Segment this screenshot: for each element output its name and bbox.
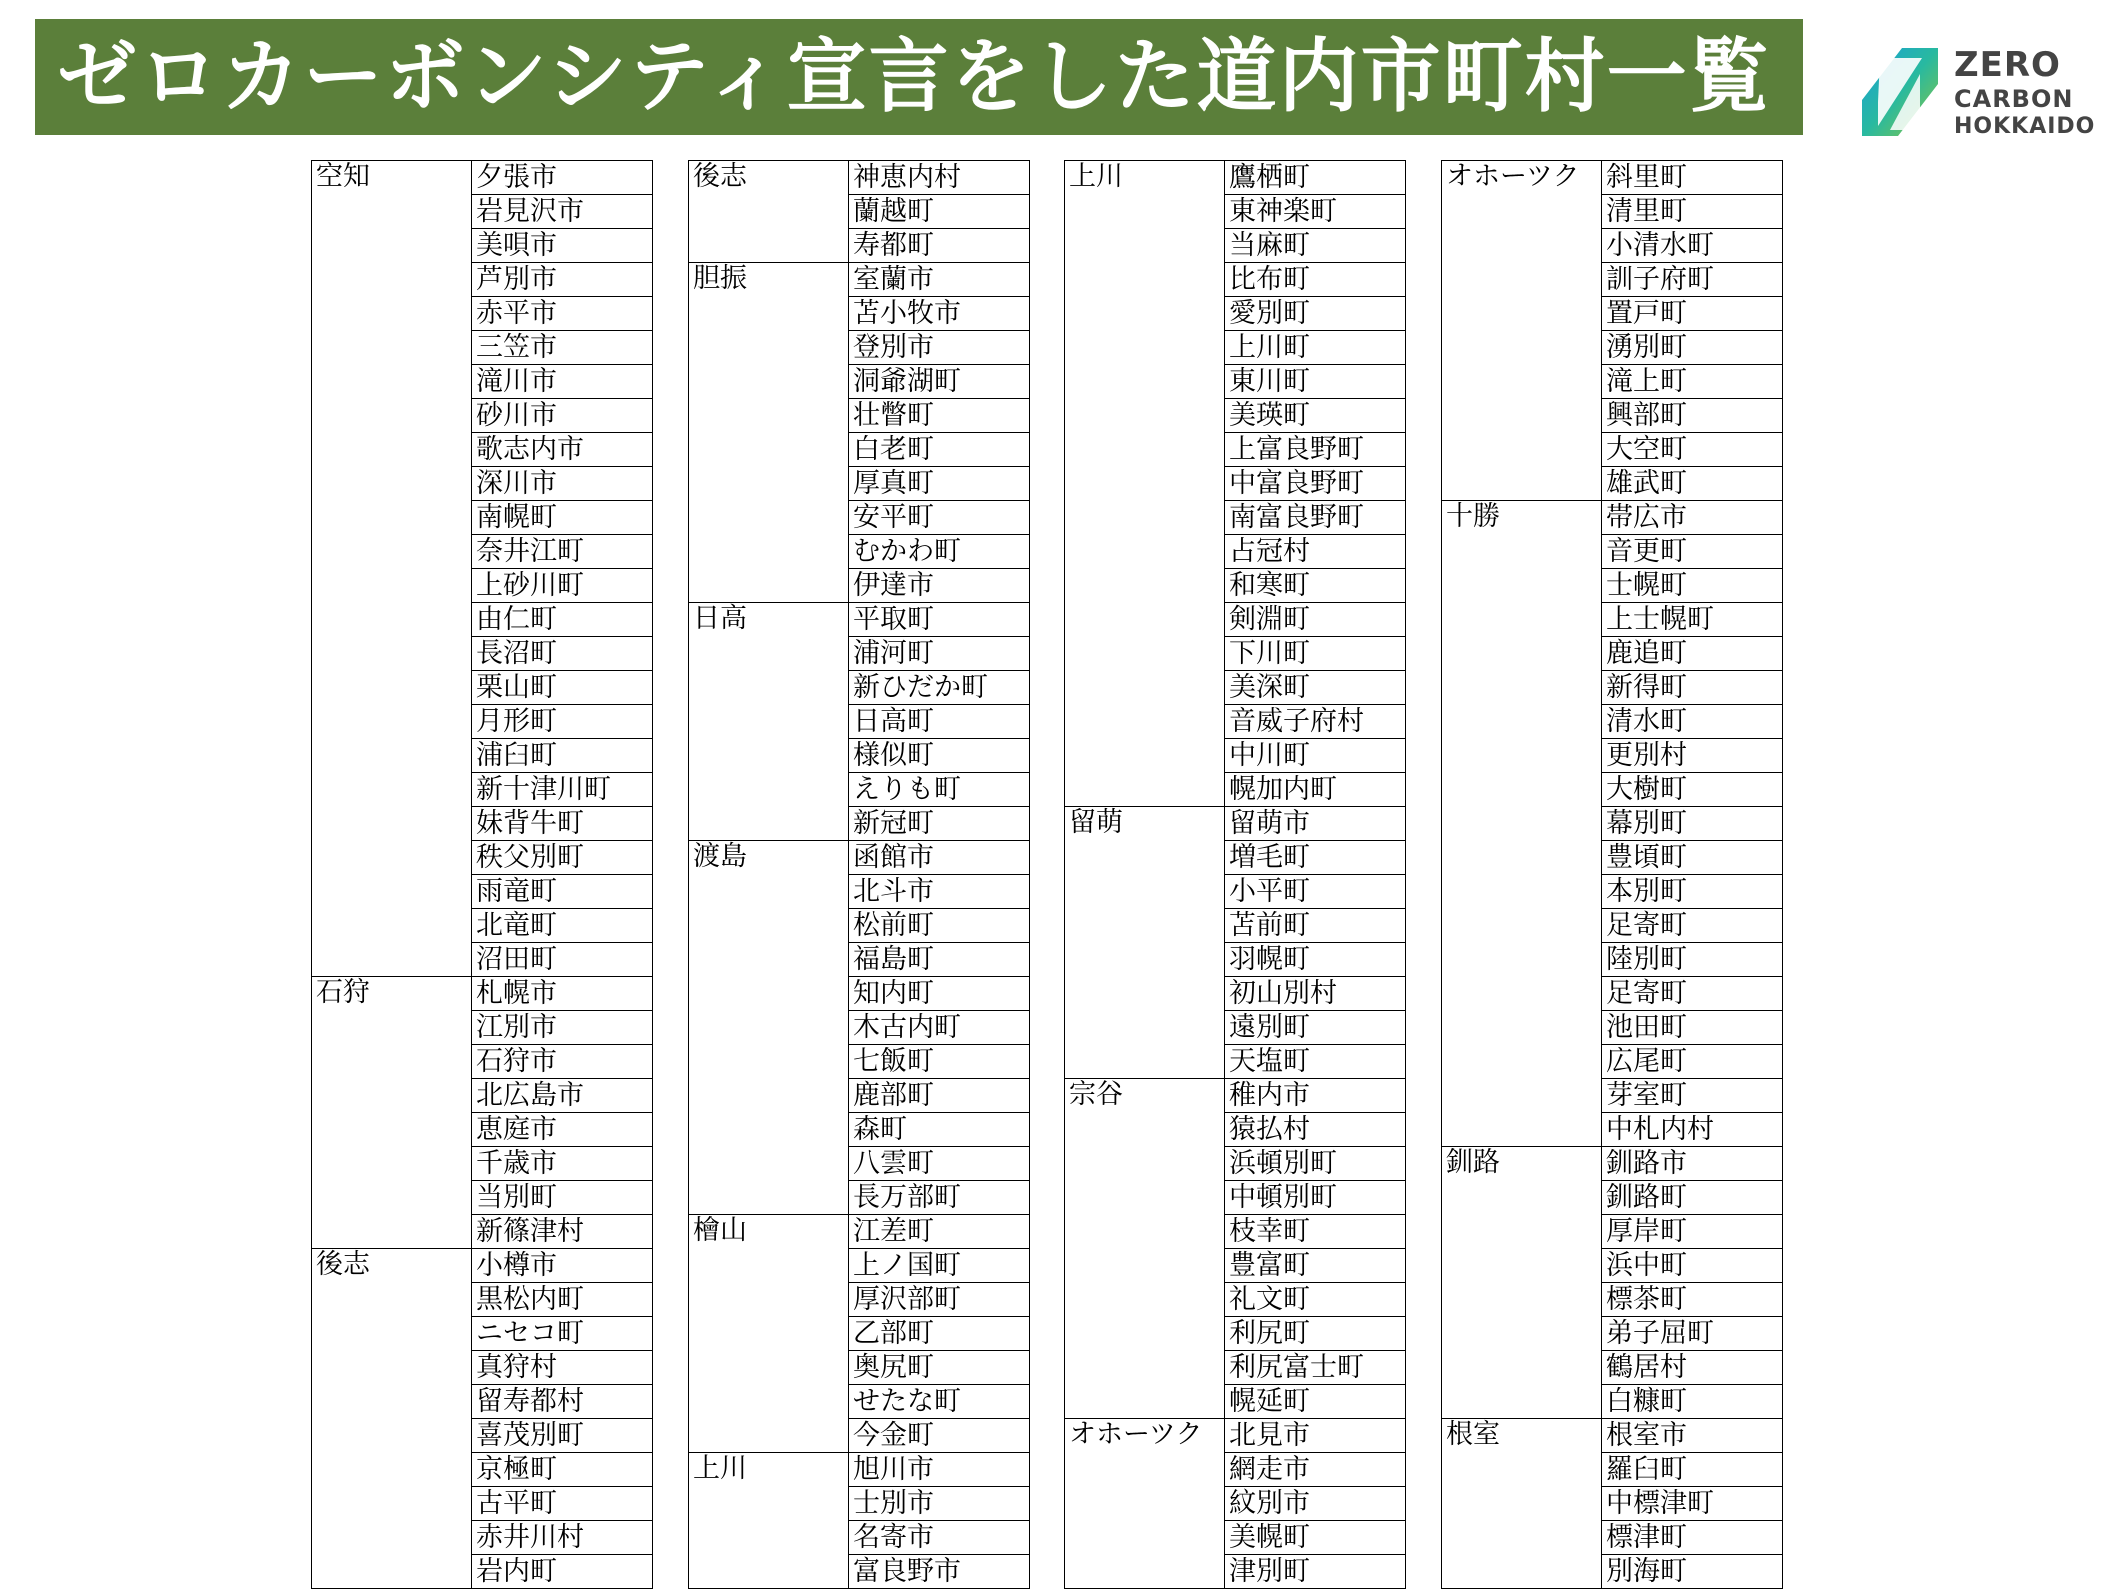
municipality-cell: 本別町 [1602, 875, 1783, 909]
municipality-cell: 寿都町 [849, 229, 1030, 263]
table-row [312, 1249, 653, 1283]
municipality-cell: 猿払村 [1225, 1113, 1406, 1147]
municipality-cell: 夕張市 [472, 161, 653, 195]
municipality-cell: 苫前町 [1225, 909, 1406, 943]
region-cell: 日高 [689, 603, 849, 841]
municipality-cell: 釧路市 [1602, 1147, 1783, 1181]
municipality-cell: 苫小牧市 [849, 297, 1030, 331]
municipality-cell: 初山別村 [1225, 977, 1406, 1011]
municipality-cell: 下川町 [1225, 637, 1406, 671]
municipality-cell: 札幌市 [472, 977, 653, 1011]
municipality-cell: 奥尻町 [849, 1351, 1030, 1385]
municipality-cell: 登別市 [849, 331, 1030, 365]
municipality-table-2 [688, 160, 1030, 1589]
municipality-cell: 滝上町 [1602, 365, 1783, 399]
municipality-cell: 芽室町 [1602, 1079, 1783, 1113]
municipality-cell: 枝幸町 [1225, 1215, 1406, 1249]
municipality-cell: むかわ町 [849, 535, 1030, 569]
municipality-cell: 北斗市 [849, 875, 1030, 909]
municipality-cell: 中標津町 [1602, 1487, 1783, 1521]
region-cell: 釧路 [1442, 1147, 1602, 1419]
municipality-cell: 三笠市 [472, 331, 653, 365]
municipality-cell: 深川市 [472, 467, 653, 501]
municipality-cell: 神恵内村 [849, 161, 1030, 195]
municipality-cell: 芦別市 [472, 263, 653, 297]
municipality-cell: 江差町 [849, 1215, 1030, 1249]
municipality-cell: 八雲町 [849, 1147, 1030, 1181]
table-row [1065, 1079, 1406, 1113]
municipality-cell: 愛別町 [1225, 297, 1406, 331]
municipality-cell: 安平町 [849, 501, 1030, 535]
municipality-cell: 白老町 [849, 433, 1030, 467]
municipality-cell: 京極町 [472, 1453, 653, 1487]
municipality-cell: 美唄市 [472, 229, 653, 263]
municipality-cell: 上士幌町 [1602, 603, 1783, 637]
municipality-cell: 沼田町 [472, 943, 653, 977]
municipality-cell: 大空町 [1602, 433, 1783, 467]
municipality-cell: 網走市 [1225, 1453, 1406, 1487]
municipality-cell: ニセコ町 [472, 1317, 653, 1351]
municipality-cell: 岩内町 [472, 1555, 653, 1589]
region-cell: 後志 [689, 161, 849, 263]
region-cell: 十勝 [1442, 501, 1602, 1147]
municipality-cell: 上川町 [1225, 331, 1406, 365]
municipality-cell: 比布町 [1225, 263, 1406, 297]
municipality-cell: 津別町 [1225, 1555, 1406, 1589]
region-cell: 宗谷 [1065, 1079, 1225, 1419]
municipality-cell: 釧路町 [1602, 1181, 1783, 1215]
municipality-cell: 小平町 [1225, 875, 1406, 909]
municipality-cell: 小清水町 [1602, 229, 1783, 263]
municipality-cell: 北広島市 [472, 1079, 653, 1113]
municipality-cell: 湧別町 [1602, 331, 1783, 365]
municipality-cell: 増毛町 [1225, 841, 1406, 875]
municipality-cell: 和寒町 [1225, 569, 1406, 603]
page-title: ゼロカーボンシティ宣言をした道内市町村一覧 [57, 30, 1771, 123]
municipality-cell: 七飯町 [849, 1045, 1030, 1079]
table-row [689, 161, 1030, 195]
municipality-cell: 清水町 [1602, 705, 1783, 739]
municipality-cell: 礼文町 [1225, 1283, 1406, 1317]
municipality-cell: 東川町 [1225, 365, 1406, 399]
zero-carbon-logo-icon [1858, 44, 1942, 140]
municipality-table-4 [1441, 160, 1783, 1589]
municipality-cell: 紋別市 [1225, 1487, 1406, 1521]
municipality-cell: 上ノ国町 [849, 1249, 1030, 1283]
municipality-cell: 幌加内町 [1225, 773, 1406, 807]
table-row [312, 161, 653, 195]
municipality-cell: 函館市 [849, 841, 1030, 875]
municipality-cell: 黒松内町 [472, 1283, 653, 1317]
table-row [1065, 807, 1406, 841]
table-row [689, 603, 1030, 637]
municipality-cell: 帯広市 [1602, 501, 1783, 535]
municipality-cell: せたな町 [849, 1385, 1030, 1419]
municipality-cell: 興部町 [1602, 399, 1783, 433]
municipality-cell: 池田町 [1602, 1011, 1783, 1045]
municipality-cell: 雨竜町 [472, 875, 653, 909]
municipality-cell: 当別町 [472, 1181, 653, 1215]
municipality-cell: 南富良野町 [1225, 501, 1406, 535]
municipality-cell: 浜頓別町 [1225, 1147, 1406, 1181]
municipality-cell: 厚真町 [849, 467, 1030, 501]
municipality-cell: 室蘭市 [849, 263, 1030, 297]
municipality-cell: 中川町 [1225, 739, 1406, 773]
municipality-cell: 雄武町 [1602, 467, 1783, 501]
municipality-cell: 鹿部町 [849, 1079, 1030, 1113]
municipality-cell: 音更町 [1602, 535, 1783, 569]
municipality-cell: 上富良野町 [1225, 433, 1406, 467]
municipality-cell: 由仁町 [472, 603, 653, 637]
municipality-cell: 標茶町 [1602, 1283, 1783, 1317]
municipality-cell: 小樽市 [472, 1249, 653, 1283]
municipality-cell: 清里町 [1602, 195, 1783, 229]
municipality-cell: 木古内町 [849, 1011, 1030, 1045]
municipality-table-1 [311, 160, 653, 1589]
municipality-cell: 乙部町 [849, 1317, 1030, 1351]
municipality-cell: 北見市 [1225, 1419, 1406, 1453]
municipality-cell: 羅臼町 [1602, 1453, 1783, 1487]
municipality-cell: 砂川市 [472, 399, 653, 433]
municipality-cell: 洞爺湖町 [849, 365, 1030, 399]
municipality-cell: 幌延町 [1225, 1385, 1406, 1419]
municipality-cell: 長沼町 [472, 637, 653, 671]
municipality-cell: 旭川市 [849, 1453, 1030, 1487]
municipality-cell: 新冠町 [849, 807, 1030, 841]
region-cell: 渡島 [689, 841, 849, 1215]
municipality-cell: 富良野市 [849, 1555, 1030, 1589]
municipality-cell: 新得町 [1602, 671, 1783, 705]
municipality-cell: 岩見沢市 [472, 195, 653, 229]
municipality-cell: 知内町 [849, 977, 1030, 1011]
municipality-cell: 赤平市 [472, 297, 653, 331]
municipality-cell: 今金町 [849, 1419, 1030, 1453]
region-cell: 胆振 [689, 263, 849, 603]
municipality-cell: 利尻町 [1225, 1317, 1406, 1351]
municipality-cell: 足寄町 [1602, 977, 1783, 1011]
municipality-cell: 東神楽町 [1225, 195, 1406, 229]
table-row [1065, 161, 1406, 195]
municipality-cell: 喜茂別町 [472, 1419, 653, 1453]
municipality-cell: 大樹町 [1602, 773, 1783, 807]
municipality-cell: 鷹栖町 [1225, 161, 1406, 195]
municipality-cell: 根室市 [1602, 1419, 1783, 1453]
municipality-cell: 秩父別町 [472, 841, 653, 875]
municipality-cell: 稚内市 [1225, 1079, 1406, 1113]
municipality-cell: 赤井川村 [472, 1521, 653, 1555]
municipality-cell: 月形町 [472, 705, 653, 739]
municipality-cell: 福島町 [849, 943, 1030, 977]
municipality-cell: 北竜町 [472, 909, 653, 943]
title-banner [35, 19, 1803, 135]
municipality-cell: 訓子府町 [1602, 263, 1783, 297]
municipality-cell: 剣淵町 [1225, 603, 1406, 637]
municipality-cell: 豊頃町 [1602, 841, 1783, 875]
municipality-cell: 奈井江町 [472, 535, 653, 569]
municipality-cell: 更別村 [1602, 739, 1783, 773]
region-cell: 空知 [312, 161, 472, 977]
logo-wordmark [1954, 45, 2096, 139]
municipality-cell: 浦河町 [849, 637, 1030, 671]
table-row [689, 841, 1030, 875]
municipality-cell: えりも町 [849, 773, 1030, 807]
municipality-cell: 士別市 [849, 1487, 1030, 1521]
municipality-cell: 遠別町 [1225, 1011, 1406, 1045]
municipality-cell: 石狩市 [472, 1045, 653, 1079]
municipality-cell: 新十津川町 [472, 773, 653, 807]
municipality-cell: 壮瞥町 [849, 399, 1030, 433]
table-row [1442, 1419, 1783, 1453]
region-cell: 留萌 [1065, 807, 1225, 1079]
municipality-cell: 歌志内市 [472, 433, 653, 467]
municipality-cell: 当麻町 [1225, 229, 1406, 263]
municipality-cell: 日高町 [849, 705, 1030, 739]
municipality-cell: 真狩村 [472, 1351, 653, 1385]
municipality-cell: 斜里町 [1602, 161, 1783, 195]
table-row [1442, 1147, 1783, 1181]
municipality-cell: 中富良野町 [1225, 467, 1406, 501]
table-row [1442, 161, 1783, 195]
logo-line-2: CARBON [1954, 85, 2074, 113]
municipality-cell: 浦臼町 [472, 739, 653, 773]
municipality-cell: 名寄市 [849, 1521, 1030, 1555]
municipality-cell: 上砂川町 [472, 569, 653, 603]
municipality-cell: 豊富町 [1225, 1249, 1406, 1283]
municipality-cell: 美瑛町 [1225, 399, 1406, 433]
municipality-cell: 幕別町 [1602, 807, 1783, 841]
municipality-cell: 厚沢部町 [849, 1283, 1030, 1317]
logo-line-3: HOKKAIDO [1954, 114, 2096, 139]
region-cell: オホーツク [1065, 1419, 1225, 1589]
municipality-cell: 中札内村 [1602, 1113, 1783, 1147]
municipality-cell: 新ひだか町 [849, 671, 1030, 705]
region-cell: オホーツク [1442, 161, 1602, 501]
region-cell: 上川 [1065, 161, 1225, 807]
municipality-cell: 様似町 [849, 739, 1030, 773]
municipality-cell: 松前町 [849, 909, 1030, 943]
municipality-cell: 士幌町 [1602, 569, 1783, 603]
municipality-cell: 白糠町 [1602, 1385, 1783, 1419]
municipality-cell: 美幌町 [1225, 1521, 1406, 1555]
municipality-cell: 栗山町 [472, 671, 653, 705]
table-row [689, 263, 1030, 297]
municipality-cell: 留萌市 [1225, 807, 1406, 841]
municipality-cell: 占冠村 [1225, 535, 1406, 569]
municipality-cell: 千歳市 [472, 1147, 653, 1181]
table-row [1065, 1419, 1406, 1453]
municipality-cell: 古平町 [472, 1487, 653, 1521]
region-cell: 石狩 [312, 977, 472, 1249]
municipality-cell: 中頓別町 [1225, 1181, 1406, 1215]
municipality-cell: 広尾町 [1602, 1045, 1783, 1079]
municipality-cell: 厚岸町 [1602, 1215, 1783, 1249]
municipality-cell: 長万部町 [849, 1181, 1030, 1215]
municipality-cell: 江別市 [472, 1011, 653, 1045]
municipality-cell: 天塩町 [1225, 1045, 1406, 1079]
region-cell: 檜山 [689, 1215, 849, 1453]
municipality-cell: 利尻富士町 [1225, 1351, 1406, 1385]
municipality-cell: 別海町 [1602, 1555, 1783, 1589]
municipality-cell: 森町 [849, 1113, 1030, 1147]
municipality-cell: 羽幌町 [1225, 943, 1406, 977]
region-cell: 上川 [689, 1453, 849, 1589]
municipality-cell: 蘭越町 [849, 195, 1030, 229]
municipality-cell: 伊達市 [849, 569, 1030, 603]
municipality-cell: 陸別町 [1602, 943, 1783, 977]
municipality-cell: 標津町 [1602, 1521, 1783, 1555]
municipality-cell: 浜中町 [1602, 1249, 1783, 1283]
region-cell: 根室 [1442, 1419, 1602, 1589]
municipality-cell: 置戸町 [1602, 297, 1783, 331]
municipality-cell: 鶴居村 [1602, 1351, 1783, 1385]
table-row [312, 977, 653, 1011]
municipality-cell: 滝川市 [472, 365, 653, 399]
municipality-cell: 平取町 [849, 603, 1030, 637]
municipality-cell: 美深町 [1225, 671, 1406, 705]
municipality-cell: 妹背牛町 [472, 807, 653, 841]
municipality-cell: 留寿都村 [472, 1385, 653, 1419]
municipality-cell: 新篠津村 [472, 1215, 653, 1249]
table-row [1442, 501, 1783, 535]
table-row [689, 1453, 1030, 1487]
municipality-cell: 音威子府村 [1225, 705, 1406, 739]
logo-line-1: ZERO [1954, 45, 2061, 85]
municipality-table-3 [1064, 160, 1406, 1589]
table-row [689, 1215, 1030, 1249]
municipality-cell: 足寄町 [1602, 909, 1783, 943]
municipality-cell: 鹿追町 [1602, 637, 1783, 671]
municipality-cell: 恵庭市 [472, 1113, 653, 1147]
municipality-cell: 南幌町 [472, 501, 653, 535]
zero-carbon-hokkaido-logo [1858, 44, 2096, 144]
region-cell: 後志 [312, 1249, 472, 1589]
municipality-cell: 弟子屈町 [1602, 1317, 1783, 1351]
